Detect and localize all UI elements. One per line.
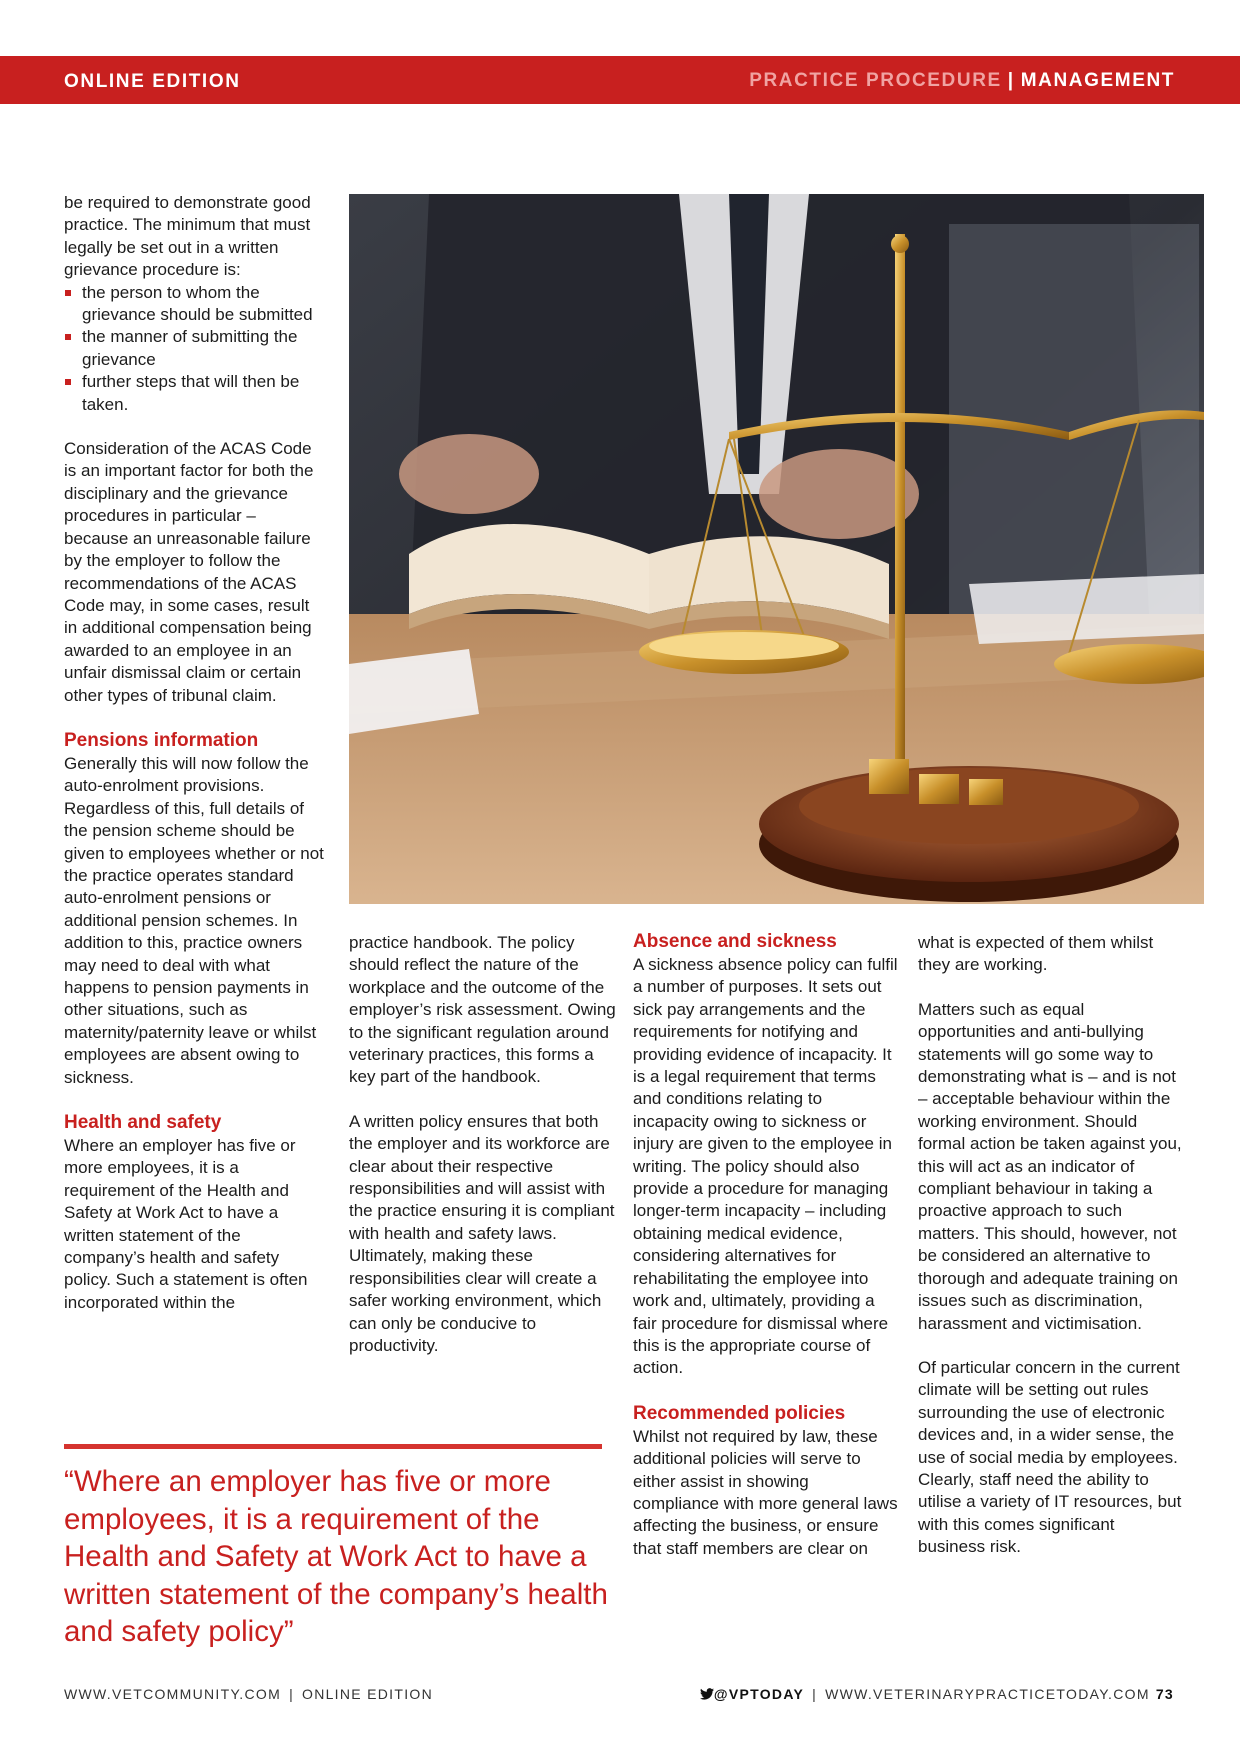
recommended-heading: Recommended policies (633, 1402, 846, 1424)
twitter-handle[interactable]: @VPTODAY (713, 1686, 805, 1702)
column-3 (633, 930, 898, 1560)
acas-paragraph: Consideration of the ACAS Code is an important factor for both the disciplinary and the grievance procedures in particular – because an unreasonable failure by the employer to follow the recommendations of the ACAS Code may, in some cases, result in additional compensation being awarded to an employee in an unfair dismissal claim or certain other types of tribunal claim. (64, 439, 314, 705)
pull-quote-rule (64, 1444, 602, 1449)
footer-edition: ONLINE EDITION (302, 1686, 433, 1702)
equal-opportunities-paragraph: Matters such as equal opportunities and anti-bullying statements will go some way to demonstrating what is – and is not – acceptable behaviour within the working environment. Should formal action be taken against you, this will act as an indicator of compliant behaviour in taking a proactive approach to such matters. This should, however, not be considered an alternative to thorough and adequate training on issues such as discrimination, harassment and victimisation. (918, 999, 1182, 1333)
section-name: PRACTICE PROCEDURE (749, 70, 1002, 91)
pensions-paragraph: Generally this will now follow the auto-enrolment provisions. Regardless of this, full details of the pension scheme should be given to employees whether or not the practice operates standard auto-enrolment pensions or additional pension schemes. In addition to this, practice owners may need to deal with what happens to pension payments in other situations, such as maternity/paternity leave or whilst employees are absent owing to sickness. (64, 753, 324, 1087)
footer-left (64, 1686, 433, 1702)
section-separator: | (1007, 70, 1015, 91)
footer-site-link-2[interactable]: WWW.VETERINARYPRACTICETODAY.COM (825, 1686, 1150, 1702)
column-4 (918, 932, 1184, 1559)
footer-right (700, 1686, 1174, 1702)
pull-quote: “Where an employer has five or more employees, it is a requirement of the Health and Safety at Work Act to have a written statement of the company’s health and safety policy” (64, 1465, 608, 1648)
footer-separator: | (812, 1686, 818, 1702)
column-1 (64, 192, 324, 1314)
absence-paragraph: A sickness absence policy can fulfil a number of purposes. It sets out sick pay arrangements and the requirements for notifying and providing evidence of incapacity. It is a legal requirement that terms and conditions relating to incapacity owing to sickness or injury are given to the employee in writing. The policy should also provide a procedure for managing longer-term incapacity – including obtaining medical evidence, considering alternatives for rehabilitating the employee into work and, ultimately, providing a fair procedure for dismissal where this is the appropriate course of action. (633, 955, 898, 1378)
grievance-list (64, 282, 324, 416)
footer-separator: | (289, 1686, 294, 1702)
grievance-intro: be required to demonstrate good practice. The minimum that must legally be set out in a written grievance procedure is: (64, 193, 311, 280)
footer-site-link[interactable]: WWW.VETCOMMUNITY.COM (64, 1686, 282, 1702)
list-item: the person to whom the grievance should be submitted (64, 282, 324, 327)
section-label (749, 70, 1175, 92)
health-safety-paragraph: Where an employer has five or more employees, it is a requirement of the Health and Safety at Work Act to have a written statement of the company’s health and safety policy. Such a statement is often incorporated within the (64, 1136, 308, 1312)
expectations-paragraph: what is expected of them whilst they are working. (918, 933, 1154, 975)
electronic-devices-paragraph: Of particular concern in the current climate will be setting out rules surrounding the use of electronic devices and, in a wider sense, the use of social media by employees. Clearly, staff need the ability to utilise a variety of IT resources, but with this comes significant business risk. (918, 1357, 1182, 1557)
category-name: MANAGEMENT (1020, 70, 1175, 91)
twitter-bird-icon (700, 1686, 714, 1702)
scales-of-justice-photo (349, 194, 1204, 904)
page-number: 73 (1155, 1686, 1174, 1702)
recommended-paragraph: Whilst not required by law, these additional policies will serve to either assist in showing compliance with more general laws affecting the business, or ensure that staff members are clear on (633, 1426, 898, 1558)
list-item: further steps that will then be taken. (64, 371, 324, 416)
absence-heading: Absence and sickness (633, 931, 837, 952)
written-policy-paragraph: A written policy ensures that both the employer and its workforce are clear about their respective responsibilities and will assist with the practice ensuring it is compliant with health and safety laws. Ultimately, making these responsibilities clear will create a safer working environment, which can only be conducive to productivity. (349, 1111, 615, 1355)
handbook-paragraph: practice handbook. The policy should reflect the nature of the workplace and the outcome of the employer’s risk assessment. Owing to the significant regulation around veterinary practices, this forms a key part of the handbook. (349, 933, 616, 1087)
health-safety-heading: Health and safety (64, 1112, 222, 1134)
list-item: the manner of submitting the grievance (64, 326, 324, 371)
pensions-heading: Pensions information (64, 729, 259, 751)
column-2 (349, 932, 617, 1357)
header-banner (0, 56, 1240, 104)
edition-label: ONLINE EDITION (64, 71, 241, 92)
